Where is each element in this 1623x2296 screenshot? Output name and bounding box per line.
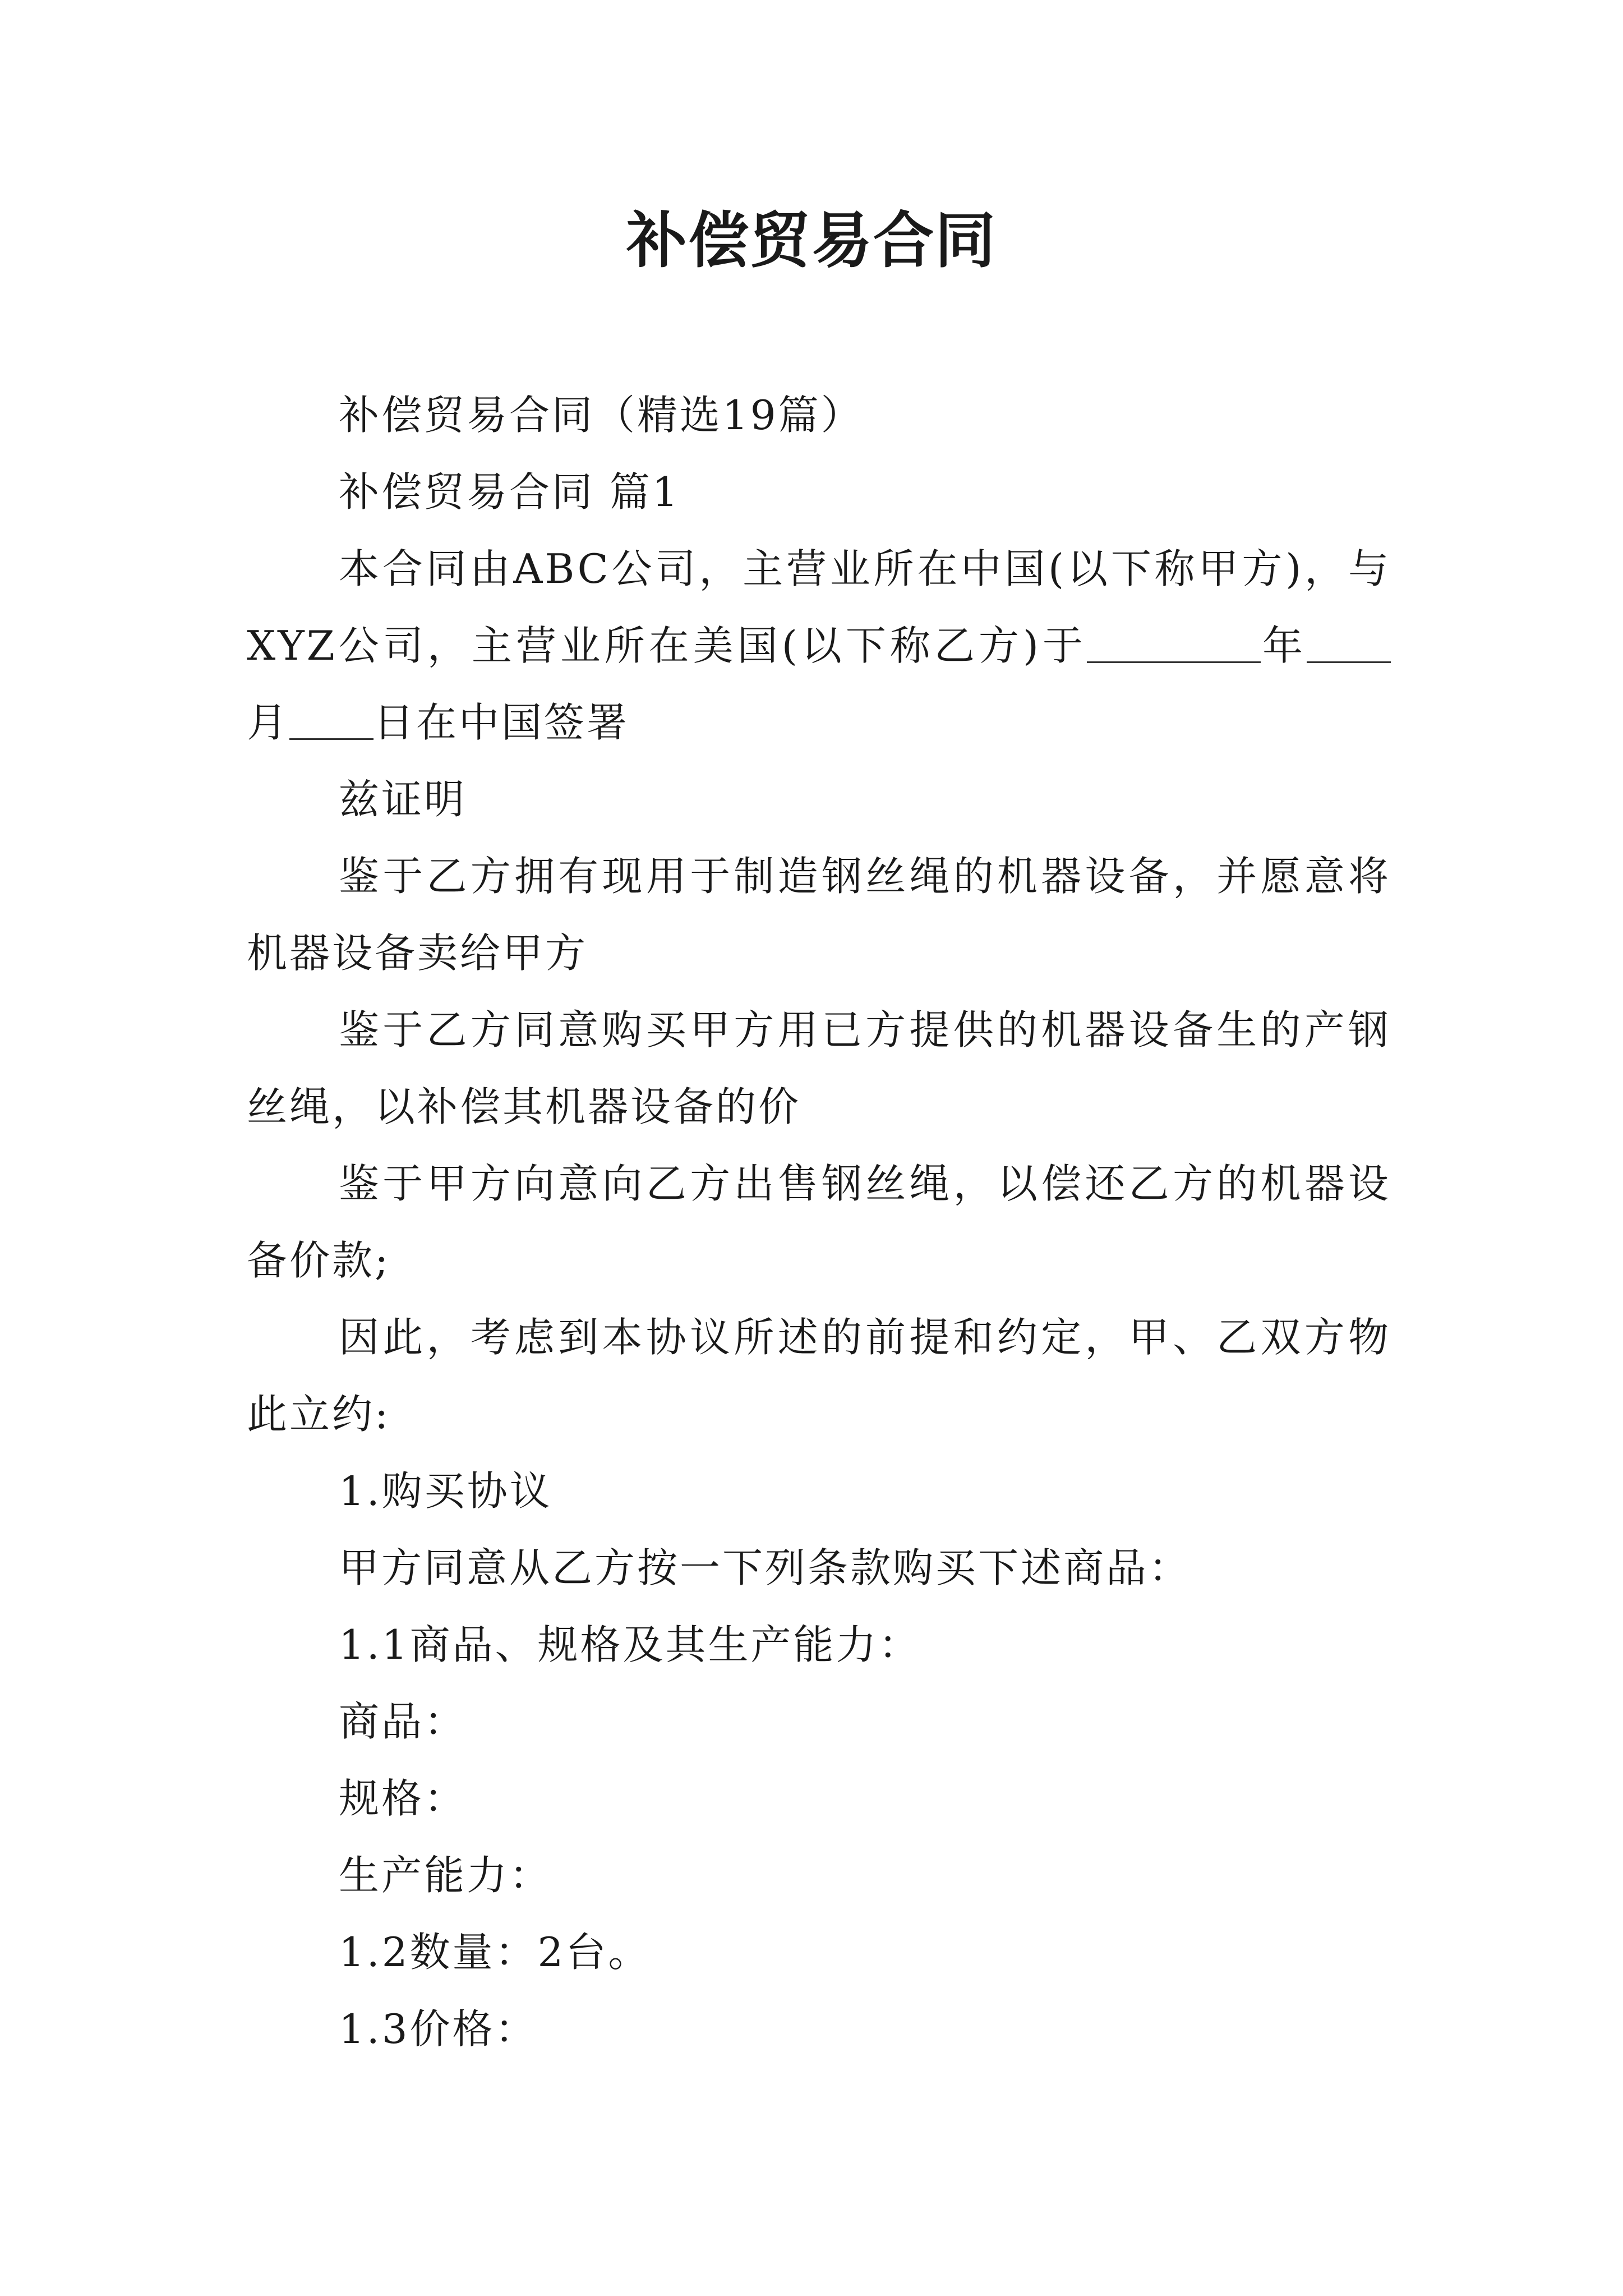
month-label: 月 [247, 699, 290, 746]
paragraph-therefore: 因此，考虑到本协议所述的前提和约定，甲、乙双方物此立约: [247, 1314, 1391, 1438]
document-body [247, 377, 1391, 2068]
month-blank [1307, 622, 1391, 663]
document-title: 补偿贸易合同 [626, 206, 997, 276]
paragraph-subtitle: 补偿贸易合同（精选19篇） [339, 392, 864, 439]
year-blank [1087, 622, 1261, 663]
parties-text: 本合同由ABC公司，主营业所在中国(以下称甲方)，与XYZ公司，主营业所在美国(以下称乙方)于 [247, 545, 1391, 669]
paragraph-parties [247, 531, 1391, 761]
paragraph-clause-1-intro: 甲方同意从乙方按一下列条款购买下述商品： [339, 1544, 1192, 1591]
paragraph-witness: 兹证明 [339, 776, 467, 823]
paragraph-clause-1-2: 1.2数量：2台。 [339, 1929, 651, 1976]
paragraph-whereas-1: 鉴于乙方拥有现用于制造钢丝绳的机器设备，并愿意将机器设备卖给甲方 [247, 853, 1391, 977]
paragraph-capacity: 生产能力： [339, 1852, 552, 1899]
paragraph-spec: 规格： [339, 1775, 467, 1822]
paragraph-goods: 商品： [339, 1698, 467, 1745]
year-label: 年 [1260, 622, 1307, 669]
paragraph-clause-1-3: 1.3价格： [339, 2005, 538, 2053]
day-label: 日在中国签署 [374, 699, 630, 746]
paragraph-whereas-3: 鉴于甲方向意向乙方出售钢丝绳，以偿还乙方的机器设备价款; [247, 1160, 1391, 1284]
paragraph-clause-1: 1.购买协议 [339, 1467, 552, 1515]
paragraph-clause-1-1: 1.1商品、规格及其生产能力： [339, 1621, 921, 1668]
paragraph-whereas-2: 鉴于乙方同意购买甲方用已方提供的机器设备生的产钢丝绳，以补偿其机器设备的价 [247, 1006, 1391, 1130]
day-blank [289, 699, 374, 740]
paragraph-section-heading: 补偿贸易合同 篇1 [339, 468, 680, 516]
